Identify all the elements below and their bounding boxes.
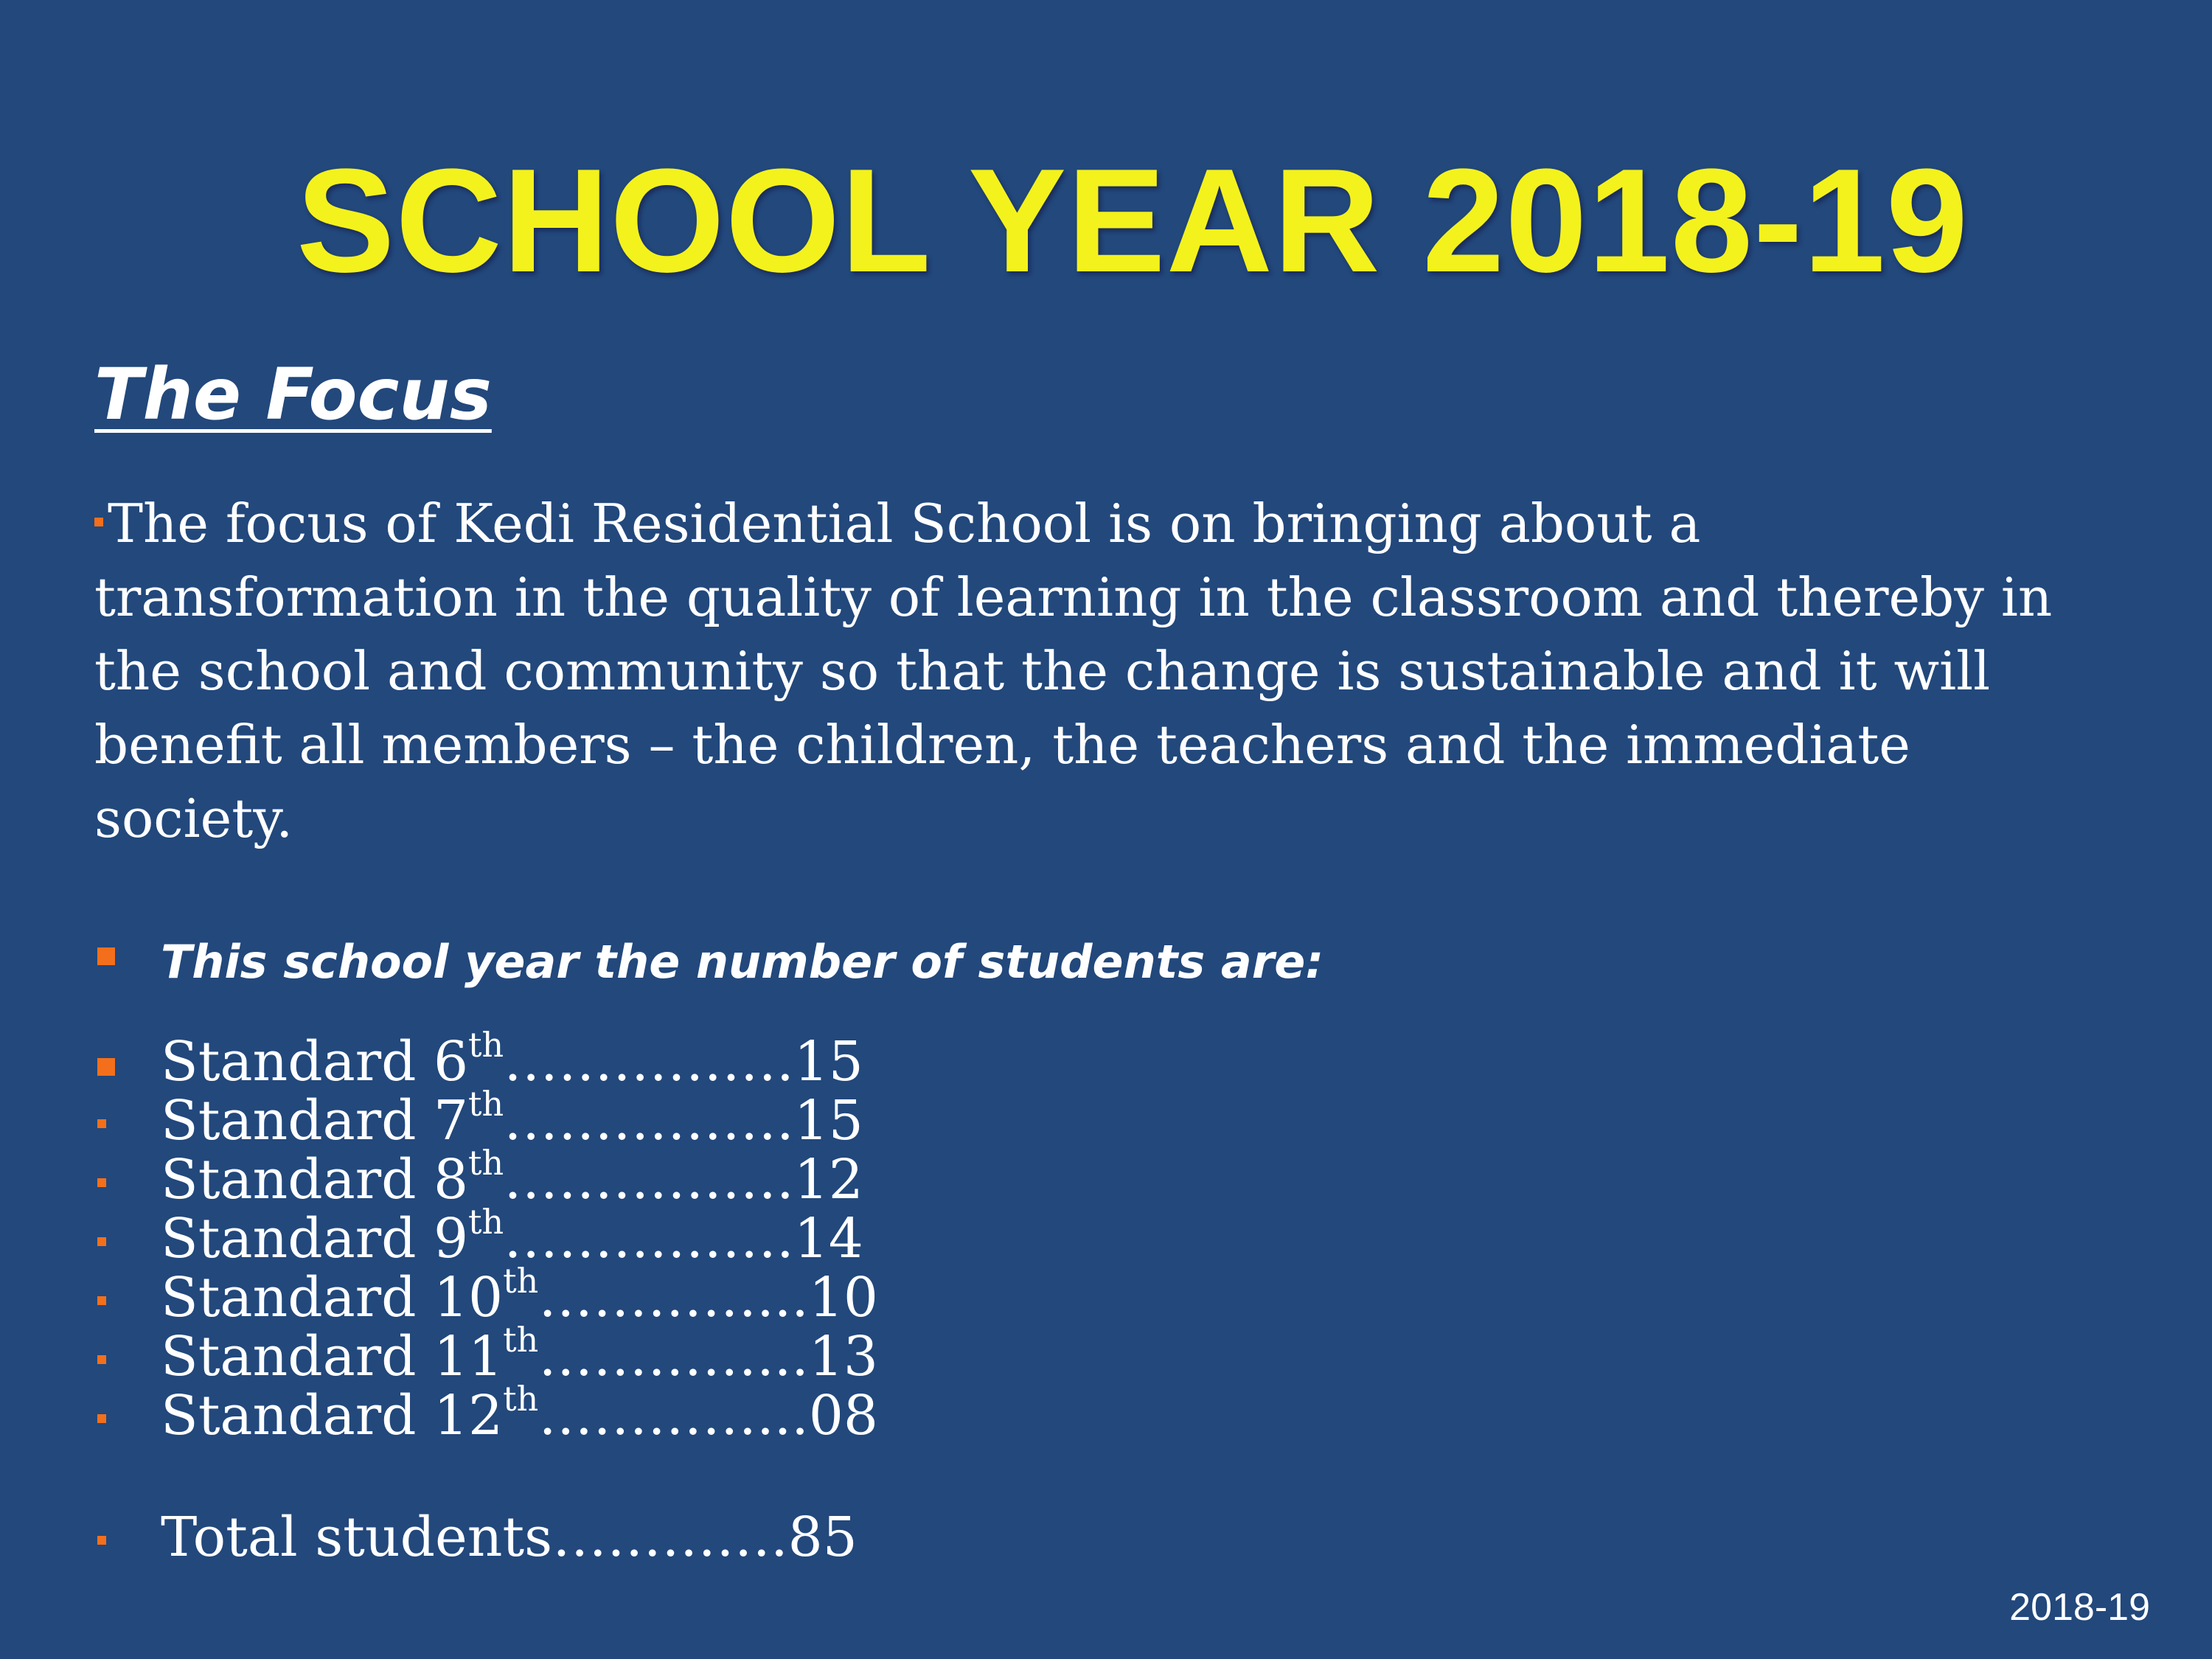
focus-paragraph-text: The focus of Kedi Residential School is on bringing about a transformation in the quality of learning in the classroom and thereby in the school and community so that the change is sustainable and it will benefit all members – the children, the teachers and the immediate society. [94,493,2053,849]
student-count: 15 [793,1030,863,1093]
square-bullet-icon [97,947,115,965]
square-bullet-icon [97,1119,106,1128]
standard-label: Standard 6 [161,1030,469,1093]
standard-label: Standard 11 [161,1325,504,1388]
standard-entry [161,1025,863,1093]
square-bullet-icon [97,1414,106,1423]
dot-leader: ……………. [504,1148,794,1211]
dot-leader: ……………. [504,1030,794,1093]
dot-leader: …………... [538,1384,809,1447]
ordinal-suffix: th [503,1379,539,1419]
square-bullet-icon [97,1296,106,1305]
dot-leader: …………... [538,1266,809,1329]
total-entry [161,1508,858,1567]
student-count: 15 [793,1089,863,1152]
standard-entry [161,1143,863,1211]
standard-label: Standard 12 [161,1384,504,1447]
standard-entry [161,1261,879,1329]
square-bullet-icon [97,1237,106,1246]
standard-label: Standard 10 [161,1266,504,1329]
slide-title: SCHOOL YEAR 2018-19 [296,139,1969,303]
dot-leader: ……………. [504,1089,794,1152]
square-bullet-icon [97,1355,106,1364]
ordinal-suffix: th [503,1261,539,1301]
ordinal-suffix: th [468,1202,504,1242]
standard-label: Standard 8 [161,1148,469,1211]
total-count: 85 [787,1506,858,1569]
footer-year-label: 2018-19 [2009,1586,2150,1629]
ordinal-suffix: th [468,1143,504,1183]
ordinal-suffix: th [503,1320,539,1360]
ordinal-suffix: th [468,1084,504,1124]
student-count: 13 [808,1325,879,1388]
ordinal-suffix: th [468,1025,504,1065]
student-count: 10 [808,1266,879,1329]
standard-entry [161,1379,879,1447]
standard-entry [161,1202,863,1270]
standard-entry [161,1084,863,1152]
focus-paragraph [94,487,2085,855]
student-count: 08 [808,1384,879,1447]
students-intro-text: This school year the number of students are: [161,935,1324,989]
standard-label: Standard 9 [161,1207,469,1270]
student-count: 14 [793,1207,863,1270]
standard-entry [161,1320,879,1388]
square-bullet-icon [97,1178,106,1187]
dot-leader: …………. [552,1506,788,1569]
square-bullet-icon [97,1536,106,1545]
total-label: Total students [161,1506,553,1569]
square-bullet-icon [97,1058,115,1076]
dot-leader: ……………. [504,1207,794,1270]
student-count: 12 [793,1148,863,1211]
dot-leader: …………... [538,1325,809,1388]
section-heading: The Focus [94,353,492,436]
standard-label: Standard 7 [161,1089,469,1152]
square-bullet-icon [94,518,103,526]
